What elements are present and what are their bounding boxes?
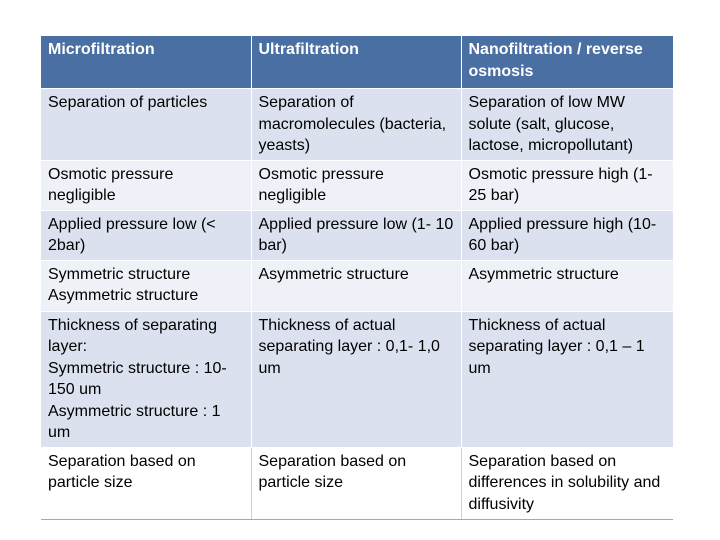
table-cell: Separation of macromolecules (bacteria, yeasts) [251,89,461,161]
table-cell: Applied pressure low (< 2bar) [41,210,251,260]
table-row [41,260,673,311]
table-row [41,160,673,210]
header-microfiltration: Microfiltration [41,36,251,89]
table-cell: Thickness of separating layer: Symmetric structure : 10-150 um Asymmetric structure : 1 um [41,311,251,447]
table-cell: Separation based on particle size [41,447,251,519]
table-cell: Separation based on particle size [251,447,461,519]
membrane-comparison-table [41,36,673,520]
header-row [41,36,673,89]
table-cell: Thickness of actual separating layer : 0,1 – 1 um [461,311,673,447]
table-cell: Osmotic pressure negligible [251,160,461,210]
table-cell: Applied pressure low (1- 10 bar) [251,210,461,260]
table-cell: Osmotic pressure high (1-25 bar) [461,160,673,210]
table-row [41,447,673,519]
table-cell: Separation based on differences in solubility and diffusivity [461,447,673,519]
header-ultrafiltration: Ultrafiltration [251,36,461,89]
table-cell: Separation of particles [41,89,251,161]
table-row [41,311,673,447]
table-row [41,210,673,260]
table-cell: Osmotic pressure negligible [41,160,251,210]
table-cell: Separation of low MW solute (salt, glucose, lactose, micropollutant) [461,89,673,161]
table-cell: Symmetric structure Asymmetric structure [41,260,251,311]
table-row [41,89,673,161]
table-cell: Asymmetric structure [251,260,461,311]
header-nanofiltration: Nanofiltration / reverse osmosis [461,36,673,89]
table-cell: Applied pressure high (10-60 bar) [461,210,673,260]
table-cell: Thickness of actual separating layer : 0,1- 1,0 um [251,311,461,447]
table-cell: Asymmetric structure [461,260,673,311]
